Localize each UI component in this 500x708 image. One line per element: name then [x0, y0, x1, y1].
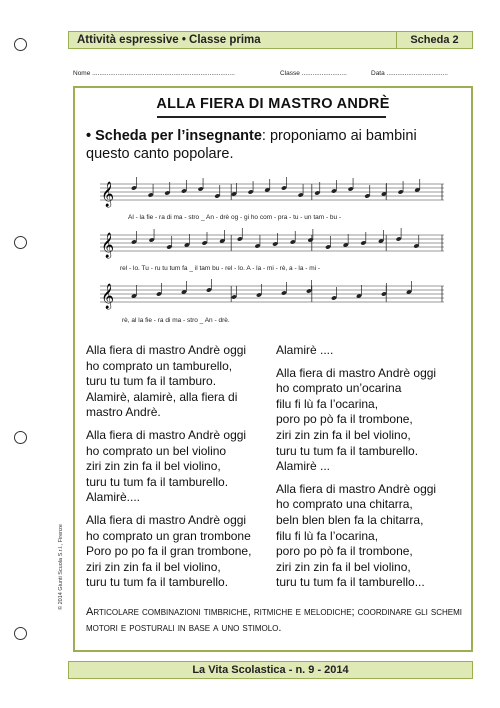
teacher-note: [86, 127, 464, 163]
verse-stanza: [276, 366, 468, 475]
verse-line: ho comprato un gran trombone: [86, 528, 251, 543]
verse-line: Alla fiera di mastro Andrè oggi: [86, 512, 247, 527]
verse-stanza: [86, 513, 264, 591]
treble-clef-icon: 𝄞: [101, 182, 115, 207]
verse-line: Alla fiera di mastro Andrè oggi: [86, 343, 247, 357]
header-subject: Attività espressive • Classe prima: [77, 34, 261, 46]
score-lyric-line-3: rè, al la fie - ra di ma - stro _ An - drè.: [122, 317, 230, 324]
verses-left-column: [86, 343, 264, 598]
name-field[interactable]: Nome ...............................................................................: [73, 70, 235, 77]
binder-hole: [14, 236, 27, 249]
verse-line: turu tu tum fa il tamburello.: [86, 474, 229, 489]
score-lyric-line-1: Al - la fie - ra di ma - stro _ An - drè og - gi ho com - pra - tu - un tam - bu -: [128, 214, 342, 221]
verse-line: Alamirè, alamirè, alla fiera di: [86, 389, 238, 404]
verse-line: Alamirè ....: [276, 343, 334, 357]
binder-hole: [14, 431, 27, 444]
score-lyric-line-2: rel - lo. Tu - ru tu tum fa _ il tam bu - rel - lo. A - la - mi - rè, a - la - mi -: [120, 265, 321, 272]
verse-line: Poro po po fa il gran trombone,: [86, 544, 252, 559]
verse-line: Alamirè ...: [276, 459, 331, 474]
verse-line: filu fi lù fa l’ocarina,: [276, 528, 379, 543]
verse-line: ziri zin zin fa il bel violino,: [276, 427, 411, 442]
copyright-text: © 2014 Giunti Scuola S.r.l., Firenze: [58, 524, 64, 610]
verse-line: Alla fiera di mastro Andrè oggi: [86, 427, 247, 442]
verse-stanza: [276, 343, 468, 359]
verse-line: poro po pò fa il trombone,: [276, 412, 413, 427]
binder-hole: [14, 627, 27, 640]
verse-line: turu tu tum fa il tamburello...: [276, 575, 425, 590]
verses-right-column: [276, 343, 468, 598]
treble-clef-icon: 𝄞: [101, 284, 115, 309]
verse-line: ziri zin zin fa il bel violino,: [276, 559, 411, 574]
music-score: [92, 174, 452, 332]
class-field[interactable]: Classe .........................: [280, 70, 347, 77]
verse-line: ho comprato un’ocarina: [276, 381, 402, 396]
verse-stanza: [86, 343, 264, 421]
page-title: ALLA FIERA DI MASTRO ANDRÈ: [156, 96, 390, 112]
verse-line: ziri zin zin fa il bel violino,: [86, 559, 221, 574]
teacher-note-text: : proponiamo ai bambini questo canto popolare.: [86, 128, 417, 162]
learning-objective: Articolare combinazioni timbriche, ritmiche e melodiche; coordinare gli schemi motori e posturali in base a uno stimolo.: [86, 606, 463, 634]
music-staff-image: [92, 174, 452, 332]
verse-line: filu fi lù fa l’ocarina,: [276, 396, 379, 411]
footer-bar: La Vita Scolastica - n. 9 - 2014: [68, 661, 473, 679]
binder-hole: [14, 38, 27, 51]
copyright-note: [58, 524, 71, 635]
verse-line: ho comprato un tamburello,: [86, 358, 233, 373]
verse-line: turu tu tum fa il tamburo.: [86, 374, 217, 389]
verse-line: turu tu tum fa il tamburello.: [276, 443, 419, 458]
treble-clef-icon: 𝄞: [101, 233, 115, 258]
verse-line: ziri zin zin fa il bel violino,: [86, 459, 221, 474]
verse-line: poro po pò fa il trombone,: [276, 544, 413, 559]
title-underline: [157, 116, 386, 118]
verse-line: turu tu tum fa il tamburello.: [86, 575, 229, 590]
verse-line: ho comprato un bel violino: [86, 443, 227, 458]
verse-line: beln blen blen fa la chitarra,: [276, 512, 424, 527]
verse-line: Alla fiera di mastro Andrè oggi: [276, 365, 437, 380]
header-bar: [68, 31, 473, 49]
header-sheet-number: Scheda 2: [396, 32, 472, 48]
verse-stanza: [276, 482, 468, 591]
verse-line: ho comprato una chitarra,: [276, 497, 413, 512]
verse-line: Alamirè....: [86, 490, 141, 505]
date-field[interactable]: Data ..................................: [371, 70, 448, 77]
verse-line: Alla fiera di mastro Andrè oggi: [276, 481, 437, 496]
verse-line: mastro Andrè.: [86, 405, 161, 420]
teacher-note-label: • Scheda per l’insegnante: [86, 128, 262, 144]
verse-stanza: [86, 428, 264, 506]
